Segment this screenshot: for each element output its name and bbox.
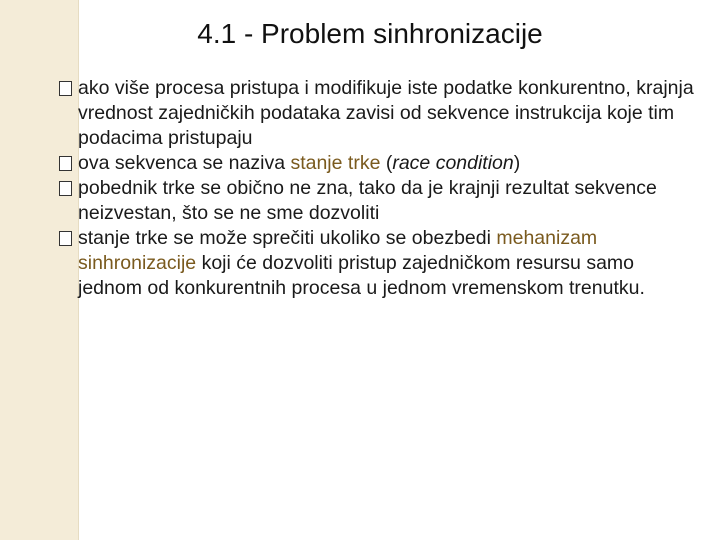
- square-box-icon: [59, 81, 72, 96]
- square-box-icon: [59, 231, 72, 246]
- bullet-text-post: ): [513, 152, 521, 174]
- italic-term: race condition: [392, 152, 514, 174]
- square-box-icon: [59, 156, 72, 171]
- bullet-item-3: [56, 176, 696, 226]
- bullet-list: [56, 76, 696, 301]
- bullet-text-mid: (: [380, 152, 393, 174]
- bullet-text-pre: ova sekvenca se naziva: [78, 152, 291, 174]
- slide-title: 4.1 - Problem sinhronizacije: [197, 18, 543, 49]
- bullet-text: pobednik trke se obično ne zna, tako da je krajnji rezultat sekvence neizvestan, što se ne sme dozvoliti: [78, 177, 657, 224]
- bullet-text: ako više procesa pristupa i modifikuje iste podatke konkurentno, krajnja vrednost zajedničkih podataka zavisi od sekvence instrukcija koje tim podacima pristupaju: [78, 77, 694, 149]
- bullet-item-1: [56, 76, 696, 151]
- term-race-condition: stanje trke: [290, 152, 381, 174]
- bullet-item-2: [56, 151, 696, 176]
- bullet-item-4: [56, 226, 696, 301]
- bullet-text-pre: stanje trke se može sprečiti ukoliko se obezbedi: [78, 227, 497, 249]
- bullet-text-post: koji će dozvoliti pristup zajedničkom resursu samo jednom od konkurentnih procesa u jednom vremenskom trenutku.: [78, 252, 645, 299]
- square-box-icon: [59, 181, 72, 196]
- term-sync-mechanism: mehanizam sinhronizacije: [78, 227, 598, 274]
